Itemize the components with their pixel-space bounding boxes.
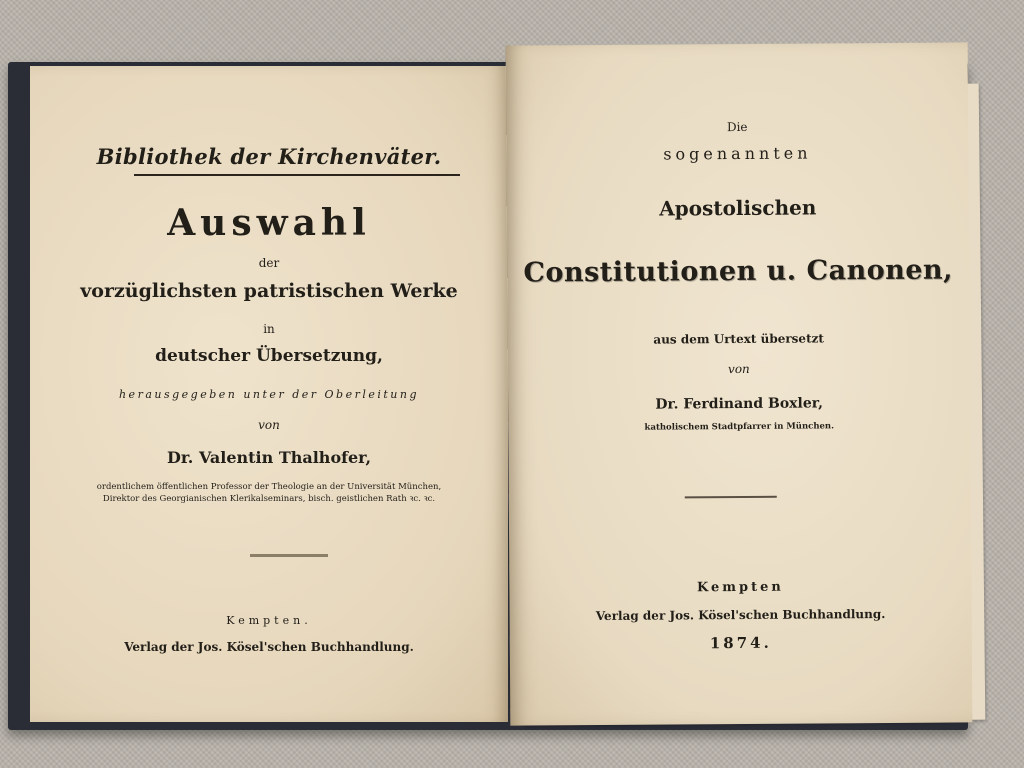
line-translation: deutscher Übersetzung, [155,346,383,366]
translator-name: Dr. Ferdinand Boxler, [655,395,824,413]
line-von: von [727,361,750,377]
left-page [30,66,508,722]
line-die: Die [726,119,748,135]
line-sogenannten: sogenannten [663,143,812,164]
translator-desc: katholischem Stadtpfarrer in München. [644,421,835,433]
main-title: Constitutionen u. Canonen, [523,254,954,289]
place: Kempten [696,579,784,596]
year: 1874. [709,633,772,653]
main-title: Auswahl [167,202,371,244]
editor-desc-2: Direktor des Georgianischen Klerikalseminars, bisch. geistlichen Rath ꝛc. ꝛc. [102,494,436,504]
line-der: der [258,256,280,270]
editor-desc-1: ordentlichem öffentlichen Professor der Theologie an der Universität München, [96,482,442,492]
editor-name: Dr. Valentin Thalhofer, [166,448,372,467]
line-apostolischen: Apostolischen [659,195,817,221]
line-in: in [263,322,275,336]
line-translated: aus dem Urtext übersetzt [653,331,824,347]
series-title: Bibliothek der Kirchenväter. [96,144,442,169]
place: Kempten. [226,614,312,627]
title-rule [134,174,460,176]
divider-ornament [685,496,777,499]
publisher: Verlag der Jos. Kösel'schen Buchhandlung. [595,606,886,624]
publisher: Verlag der Jos. Kösel'schen Buchhandlung. [124,640,414,654]
divider-ornament [250,554,328,557]
line-editor-intro: herausgegeben unter der Oberleitung [118,388,420,401]
line-von: von [258,418,280,432]
right-page [506,42,973,725]
line-werke: vorzüglichsten patristischen Werke [80,280,458,302]
